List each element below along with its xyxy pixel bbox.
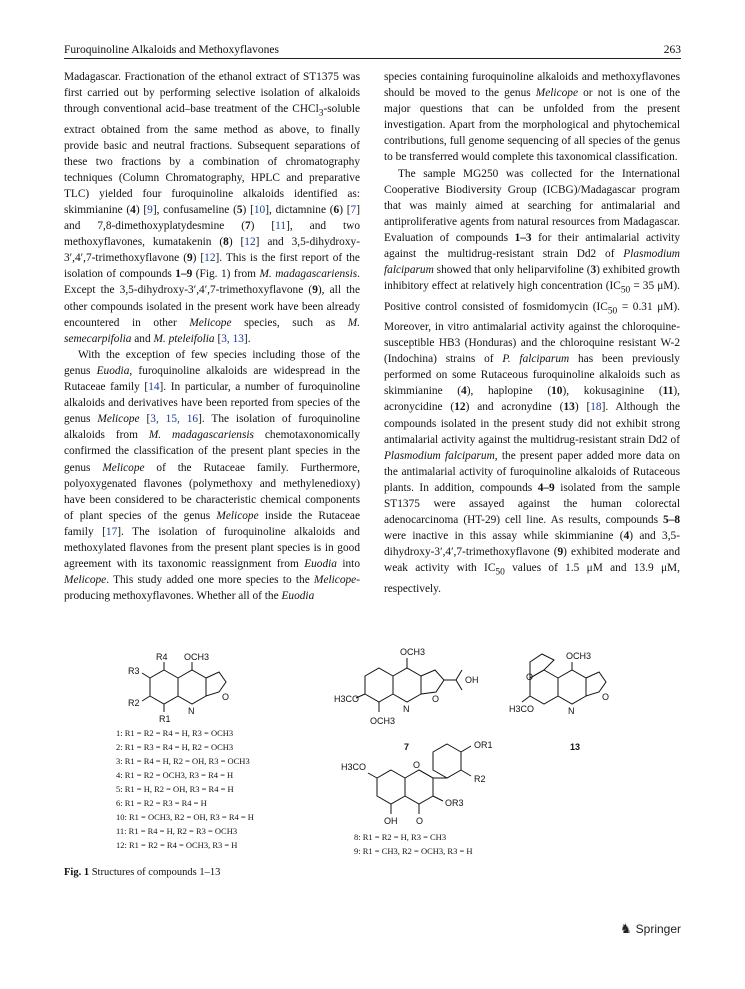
quin-label: OCH3 [184, 652, 210, 662]
left-paragraph-2: With the exception of few species including those of the genus Euodia, furoquinoline alkaloids are widespread in the Rutaceae family [14]. In particular, a number of furoquinoline alkaloids and derivatives have been reported from species of the genus Melicope [3, 15, 16]. The isolation of furoquinoline alkaloids from M. madagascariensis chemotaxonomically confirmed the classification of the present plant species in the genus Melicope of the Rutaceae family. Furthermore, polyoxygenated flavones (polymethoxy and methylenedioxy) have been considered to be characteristic chemical components of plant species of the genus Melicope inside the Rutaceae family [17]. The isolation of furoquinoline alkaloids and methoxylated flavones from the present plant species is in good agreement with its taxonomic reassignment from Euodia into Melicope. This study added one more species to the Melicope-producing methoxyflavones. Whether all of the Euodia [64, 348, 360, 603]
figure-caption-text: Structures of compounds 1–13 [91, 867, 221, 878]
figure-caption [64, 867, 220, 878]
right-column [384, 69, 680, 597]
running-title: Furoquinoline Alkaloids and Methoxyflavones [64, 44, 279, 56]
running-header [64, 40, 681, 56]
flav-label: O [416, 816, 424, 826]
c13-label: O [526, 672, 534, 682]
c7-label: H3CO [334, 694, 360, 704]
left-paragraph-1: Madagascar. Fractionation of the ethanol extract of ST1375 was first carried out by performing selective isolation of alkaloids through conventional acid–base treatment of the CHCl$_3$-soluble extract obtained from the same method as above, to finally provide basic and neutral fractions. Subsequent separations of these two fractions by a combination of chromatography techniques (Column Chromatography, HPLC and preparative TLC) yielded four furoquinoline alkaloids identified as: skimmianine (4) [9], confusameline (5) [10], dictamnine (6) [7] and 7,8-dimethoxyplatydesmine (7) [11], and two methoxyflavones, kumatakenin (8) [12] and 3,5-dihydroxy-3′,4′,7-trimethoxyflavone (9) [12]. This is the first report of the isolation of compounds 1–9 (Fig. 1) from M. madagascariensis. Except the 3,5-dihydroxy-3′,4′,7-trimethoxyflavone (9), all the other compounds isolated in the present work have been already encountered in other Melicope species, such as M. semecarpifolia and M. pteleifolia [3, 13]. [64, 71, 361, 345]
c13-label: H3CO [509, 704, 535, 714]
publisher-logo [620, 921, 681, 937]
flav-label: R2 [474, 774, 486, 784]
c7-label: N [403, 704, 410, 714]
legend-line: 2: R1 = R3 = R4 = H, R2 = OCH3 [116, 742, 234, 752]
c7-label: OH [465, 675, 479, 685]
flav-label: OH [384, 816, 398, 826]
compound13-skeleton [522, 654, 606, 704]
flav-label: O [413, 760, 421, 770]
legend-line: 5: R1 = H, R2 = OH, R3 = R4 = H [116, 784, 234, 794]
right-paragraph-1: species containing furoquinoline alkaloids and methoxyflavones should be moved to the genus Melicope or not is one of the major questions that can be unfolded from the present investigation. Apart from the morphological and phytochemical contributions, full genome sequencing of all species of the genus to be transferred would complete this taxonomical classification. [384, 71, 681, 164]
header-rule [64, 58, 681, 59]
right-paragraph-2: The sample MG250 was collected for the International Cooperative Biodiversity Group (ICBG)/Madagascar program that was mainly aimed at searching for antimalarial and antiproliferative agents from natural resources from Madagascar. Evaluation of compounds 1–3 for their antimalarial activity against the multidrug-resistant strain Dd2 of Plasmodium falciparum showed that only heliparvifoline (3) exhibited growth inhibitory effect at relatively high concentration ($IC_{50} = 35$ μM). Positive control consisted of fosmidomycin ($IC_{50} = 0.31$ μM). Moreover, in vitro antimalarial activity against the chloroquine-susceptible HB3 (Honduras) and the chloroquine resistant W-2 (Indochina) strains of P. falciparum has been previously performed on some Rutaceous furoquinoline alkaloids such as skimmianine (4), haplopine (10), kokusaginine (11), acronycidine (12) and acronydine (13) [18]. Although the compounds isolated in the present study did not exhibit strong antimalarial activity against the multidrug-resistant strain Dd2 of Plasmodium falciparum, the present paper added more data on the antimalarial activity of furoquinoline alkaloids of Rutaceous plants. In addition, compounds 4–9 isolated from the sample ST1375 were assayed against the human colorectal adenocarcinoma (HT-29) cell line. As results, compounds 5–8 were inactive in this assay while skimmianine (4) and 3,5-dihydroxy-3′,4′,7-trimethoxyflavone (9) exhibited moderate and weak activity with $IC_{50}$ values of 1.5 μM and 13.9 μM, respectively. [384, 167, 681, 595]
publisher-name: Springer [635, 922, 681, 936]
legend-line: 4: R1 = R2 = OCH3, R3 = R4 = H [116, 770, 234, 780]
c7-label: OCH3 [400, 647, 426, 657]
left-column [64, 69, 360, 604]
legend-line: 3: R1 = R4 = H, R2 = OH, R3 = OCH3 [116, 756, 250, 766]
flav-label: OR3 [445, 798, 464, 808]
quin-label: R3 [128, 666, 140, 676]
figure-1 [64, 640, 681, 860]
flav-label: OR1 [474, 740, 493, 750]
quin-label: R2 [128, 698, 140, 708]
legend-line: 8: R1 = R2 = H, R3 = CH3 [354, 832, 447, 842]
flav-label: H3CO [341, 762, 367, 772]
compound13-id: 13 [570, 742, 581, 752]
legend-line: 11: R1 = R4 = H, R2 = R3 = OCH3 [116, 826, 238, 836]
page-number: 263 [663, 44, 681, 56]
flavone-legend [354, 832, 473, 856]
legend-line: 9: R1 = CH3, R2 = OCH3, R3 = H [354, 846, 473, 856]
quin-label: O [222, 692, 230, 702]
c13-label: O [602, 692, 610, 702]
figure-label: Fig. 1 [64, 867, 90, 878]
quinoline-skeleton [142, 662, 226, 712]
springer-horse-icon: ♞ [619, 921, 632, 936]
quin-label: R4 [156, 652, 168, 662]
legend-line: 1: R1 = R2 = R4 = H, R3 = OCH3 [116, 728, 234, 738]
quinoline-legend [116, 728, 254, 850]
legend-line: 6: R1 = R2 = R3 = R4 = H [116, 798, 207, 808]
legend-line: 12: R1 = R2 = R4 = OCH3, R3 = H [116, 840, 238, 850]
structures-figure [64, 640, 681, 860]
quin-label: R1 [159, 714, 171, 724]
compound7-id: 7 [404, 742, 410, 752]
c13-label: OCH3 [566, 651, 592, 661]
legend-line: 10: R1 = OCH3, R2 = OH, R3 = R4 = H [116, 812, 254, 822]
c7-label: O [432, 694, 440, 704]
c7-label: OCH3 [370, 716, 396, 726]
quin-label: N [188, 706, 195, 716]
c13-label: N [568, 706, 575, 716]
